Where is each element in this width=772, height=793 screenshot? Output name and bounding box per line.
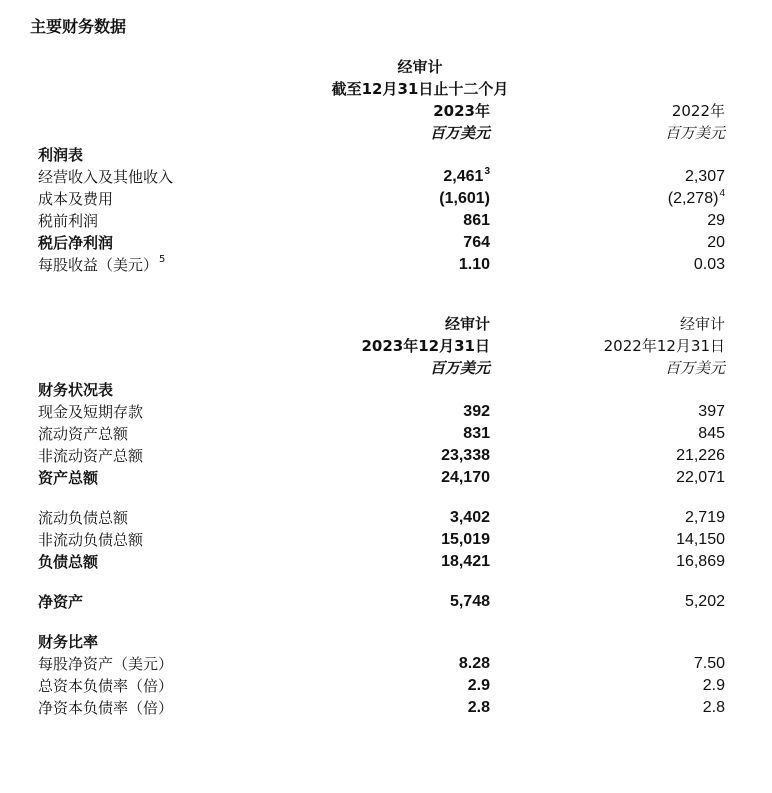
row-label: 总资本负债率（倍） [38, 677, 174, 695]
table-row [0, 254, 772, 276]
value-2023: 2.8 [467, 699, 490, 716]
value-2022: 845 [698, 425, 725, 442]
balance-col1-date: 2023年12月31日 [361, 337, 490, 355]
value-2022: 29 [707, 212, 725, 229]
table-row [0, 188, 772, 210]
row-label: 现金及短期存款 [38, 403, 144, 421]
balance-col2-date: 2022年12月31日 [603, 337, 725, 355]
value-2022: 5,202 [684, 593, 725, 610]
row-label: 成本及费用 [38, 190, 114, 208]
balance-col1-unit: 百万美元 [429, 359, 490, 377]
row-label: 经营收入及其他收入 [38, 168, 174, 186]
balance-col1-audited: 经审计 [444, 315, 490, 333]
table-row [0, 445, 772, 467]
value-2023: 1.10 [458, 256, 490, 273]
row-label: 非流动资产总额 [38, 447, 144, 465]
ratios-section-title-row [0, 631, 772, 653]
value-2022: 2,719 [684, 509, 725, 526]
balance-header-audited-row [0, 313, 772, 335]
income-section-title-row [0, 144, 772, 166]
income-col1-unit: 百万美元 [429, 124, 490, 142]
row-label: 流动负债总额 [38, 509, 129, 527]
ratios-section-title: 财务比率 [38, 633, 99, 651]
table-row [0, 210, 772, 232]
income-header-unit-row [0, 122, 772, 144]
income-col2-year: 2022年 [671, 102, 725, 120]
value-2023: 23,338 [441, 447, 490, 464]
table-row [0, 232, 772, 254]
table-row [0, 551, 772, 573]
income-header-audited-row [0, 56, 772, 78]
balance-header-date-row [0, 335, 772, 357]
table-row [0, 591, 772, 613]
value-2022: 397 [698, 403, 725, 420]
table-row [0, 401, 772, 423]
row-label: 净资产 [38, 593, 84, 611]
table-row [0, 529, 772, 551]
value-2023: 15,019 [441, 531, 490, 548]
table-row [0, 697, 772, 719]
table-row [0, 675, 772, 697]
table-row [0, 423, 772, 445]
row-label: 净资本负债率（倍） [38, 699, 174, 717]
value-2022: 2.8 [702, 699, 725, 716]
table-row [0, 653, 772, 675]
value-2022: 16,869 [676, 553, 725, 570]
row-label: 税后净利润 [38, 234, 114, 252]
value-2023: (1,601) [439, 190, 490, 207]
value-2023: 392 [463, 403, 490, 420]
balance-sheet-section [0, 313, 772, 719]
value-2022: 2,307 [684, 168, 725, 185]
row-label: 流动资产总额 [38, 425, 129, 443]
income-section-title: 利润表 [38, 146, 84, 164]
value-2022: $(2,278)^4$ [667, 188, 725, 207]
value-2023: 24,170 [441, 469, 490, 486]
value-2022: 2.9 [702, 677, 725, 694]
footnote-marker: 3 [484, 166, 490, 177]
income-header-period-row [0, 78, 772, 100]
income-header-audited: 经审计 [397, 58, 443, 76]
value-2022: 21,226 [676, 447, 725, 464]
income-col2-unit: 百万美元 [664, 124, 725, 142]
row-label: 非流动负债总额 [38, 531, 144, 549]
value-2023: 861 [463, 212, 490, 229]
value-2022: 7.50 [693, 655, 725, 672]
footnote-marker: 4 [719, 188, 725, 199]
income-statement-section [0, 56, 772, 276]
row-label: 每股收益（美元）$^5$ [38, 254, 166, 274]
page-title: 主要财务数据 [30, 17, 127, 36]
row-label: 税前利润 [38, 212, 99, 230]
income-header-year-row [0, 100, 772, 122]
row-label: 负债总额 [38, 553, 99, 571]
income-col1-year: 2023年 [433, 102, 490, 120]
footnote-marker: 5 [159, 254, 166, 265]
value-2023: 3,402 [449, 509, 490, 526]
value-2023: 2.9 [467, 677, 490, 694]
balance-col2-audited: 经审计 [679, 315, 725, 333]
value-2022: 22,071 [676, 469, 725, 486]
row-label: 资产总额 [38, 469, 99, 487]
value-2022: 20 [707, 234, 725, 251]
value-2023: 764 [463, 234, 490, 251]
value-2023: 8.28 [458, 655, 490, 672]
income-header-period: 截至12月31日止十二个月 [331, 80, 509, 98]
value-2023: 5,748 [449, 593, 490, 610]
table-row [0, 507, 772, 529]
value-2022: 0.03 [693, 256, 725, 273]
balance-col2-unit: 百万美元 [664, 359, 725, 377]
balance-section-title-row [0, 379, 772, 401]
balance-header-unit-row [0, 357, 772, 379]
value-2023: 2,461$^3$ [443, 166, 490, 185]
value-2023: 831 [463, 425, 490, 442]
value-2022: 14,150 [676, 531, 725, 548]
table-row [0, 467, 772, 489]
row-label: 每股净资产（美元） [38, 655, 174, 673]
balance-section-title: 财务状况表 [38, 381, 114, 399]
table-row [0, 166, 772, 188]
value-2023: 18,421 [441, 553, 490, 570]
